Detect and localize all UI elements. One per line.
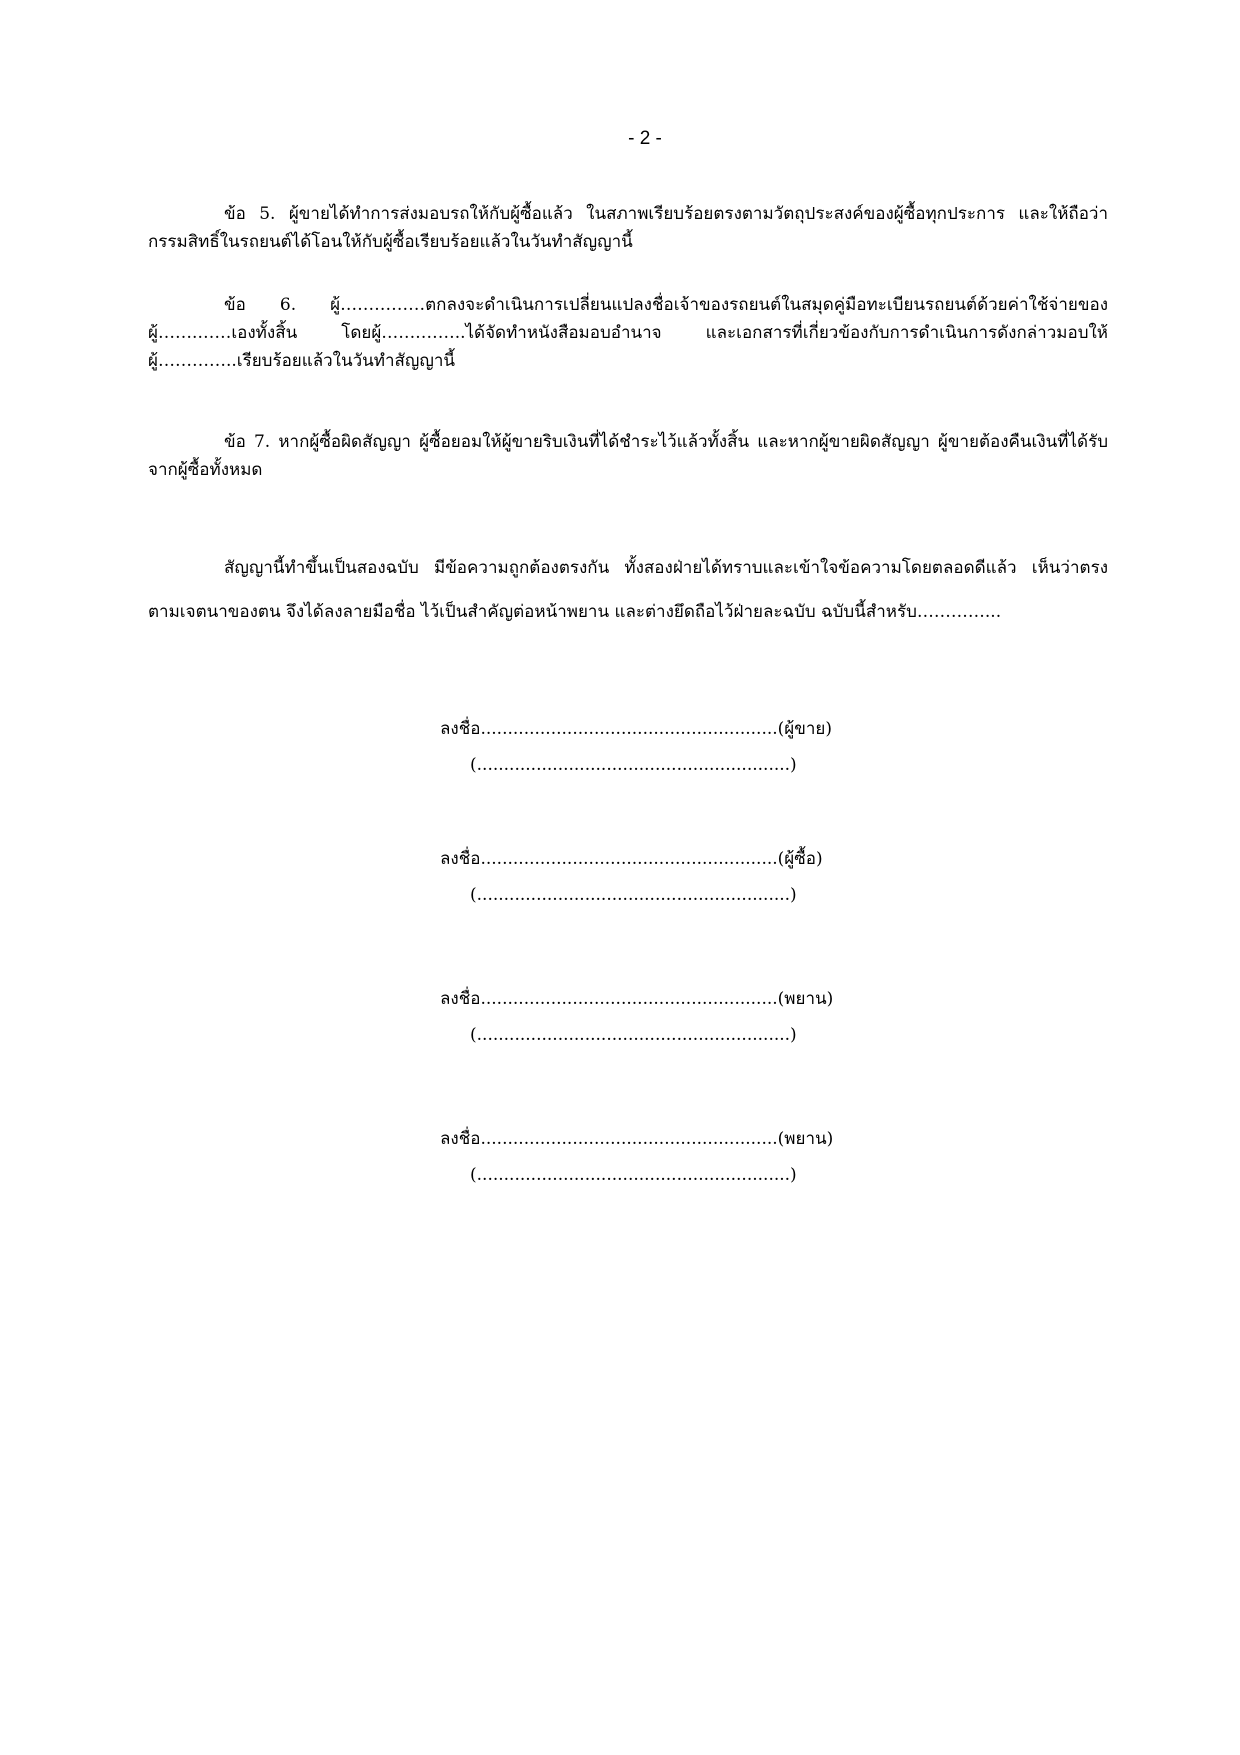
clause-6: ข้อ 6. ผู้……………ตกลงจะดำเนินการเปลี่ยนแปลงชื่อเจ้าของรถยนต์ในสมุดคู่มือทะเบียนรถยนต์ด้วยค่าใช้จ่ายของผู้…….……เองทั้งสิ้น โดยผู้…….……..ได้จัดทำหนังสือมอบอำนาจ และเอกสารที่เกี่ยวข้องกับการดำเนินการดังกล่าวมอบให้ผู้…………..เรียบร้อยแล้วในวันทำสัญญานี้	[148, 295, 1108, 371]
printed-name-line: (..........................................................)	[470, 755, 797, 775]
signature-line: ลงชื่อ.......................................................(พยาน)	[440, 1129, 834, 1149]
closing-paragraph: สัญญานี้ทำขึ้นเป็นสองฉบับ มีข้อความถูกต้องตรงกัน ทั้งสองฝ่ายได้ทราบและเข้าใจข้อความโดยตลอดดีแล้ว เห็นว่าตรงตามเจตนาของตน จึงได้ลงลายมือชื่อ ไว้เป็นสำคัญต่อหน้าพยาน และต่างยึดถือไว้ฝ่ายละฉบับ ฉบับนี้สำหรับ…………...	[148, 558, 1108, 622]
printed-name-line: (..........................................................)	[470, 885, 797, 905]
signature-line: ลงชื่อ.......................................................(พยาน)	[440, 989, 834, 1009]
printed-name-line: (..........................................................)	[470, 1025, 797, 1045]
printed-name-line: (..........................................................)	[470, 1165, 797, 1185]
page-number: - 2 -	[628, 128, 662, 149]
clause-5: ข้อ 5. ผู้ขายได้ทำการส่งมอบรถให้กับผู้ซื้อแล้ว ในสภาพเรียบร้อยตรงตามวัตถุประสงค์ของผู้ซื้อทุกประการ และให้ถือว่ากรรมสิทธิ์ในรถยนต์ได้โอนให้กับผู้ซื้อเรียบร้อยแล้วในวันทำสัญญานี้	[148, 204, 1108, 252]
clause-7: ข้อ 7. หากผู้ซื้อผิดสัญญา ผู้ซื้อยอมให้ผู้ขายริบเงินที่ได้ชำระไว้แล้วทั้งสิ้น และหากผู้ขายผิดสัญญา ผู้ขายต้องคืนเงินที่ได้รับจากผู้ซื้อทั้งหมด	[148, 432, 1108, 480]
signature-line: ลงชื่อ.......................................................(ผู้ซื้อ)	[440, 849, 823, 869]
signature-line: ลงชื่อ.......................................................(ผู้ขาย)	[440, 719, 833, 739]
